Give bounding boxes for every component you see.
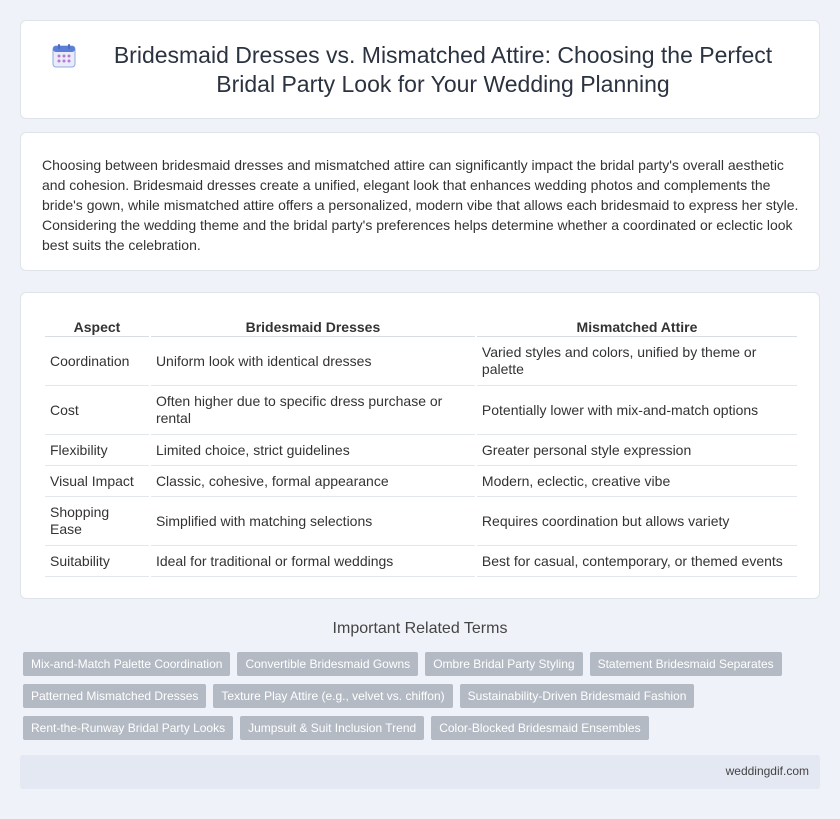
- aspect-cell: Shopping Ease: [45, 497, 149, 546]
- table-row: [45, 386, 797, 435]
- aspect-cell: Flexibility: [45, 435, 149, 466]
- tag-row: [23, 652, 823, 676]
- header-bridesmaid-dresses: Bridesmaid Dresses: [151, 315, 475, 337]
- related-term-tag[interactable]: Jumpsuit & Suit Inclusion Trend: [240, 716, 424, 740]
- intro-paragraph: Choosing between bridesmaid dresses and mismatched attire can significantly impact the bridal party's overall aesthetic and cohesion. Bridesmaid dresses create a unified, elegant look that enhances wedding photos and complements the bride's gown, while mismatched attire offers a personalized, modern vibe that allows each bridesmaid to express her style. Considering the wedding theme and the bridal party's preferences helps determine whether a coordinated or eclectic look best suits the celebration.: [42, 157, 799, 253]
- table-row: [45, 546, 797, 577]
- header-mismatched-attire: Mismatched Attire: [477, 315, 797, 337]
- mismatched-cell: Potentially lower with mix-and-match options: [477, 386, 797, 435]
- footer-site-link[interactable]: weddingdif.com: [725, 764, 809, 778]
- bridesmaid-cell: Often higher due to specific dress purchase or rental: [151, 386, 475, 435]
- intro-card: [20, 132, 820, 271]
- related-terms-heading: Important Related Terms: [332, 620, 508, 637]
- aspect-cell: Visual Impact: [45, 466, 149, 497]
- footer: [20, 755, 820, 789]
- table-row: [45, 435, 797, 466]
- table-header-row: [45, 315, 797, 337]
- bridesmaid-cell: Simplified with matching selections: [151, 497, 475, 546]
- tag-row: [23, 716, 823, 740]
- related-term-tag[interactable]: Sustainability-Driven Bridesmaid Fashion: [460, 684, 695, 708]
- calendar-icon: [51, 43, 77, 69]
- related-term-tag[interactable]: Color-Blocked Bridesmaid Ensembles: [431, 716, 648, 740]
- aspect-cell: Cost: [45, 386, 149, 435]
- bridesmaid-cell: Classic, cohesive, formal appearance: [151, 466, 475, 497]
- aspect-cell: Coordination: [45, 337, 149, 386]
- bridesmaid-cell: Ideal for traditional or formal weddings: [151, 546, 475, 577]
- title-row: [21, 21, 819, 118]
- aspect-cell: Suitability: [45, 546, 149, 577]
- related-term-tag[interactable]: Patterned Mismatched Dresses: [23, 684, 206, 708]
- mismatched-cell: Modern, eclectic, creative vibe: [477, 466, 797, 497]
- related-terms-list: [23, 652, 823, 748]
- mismatched-cell: Greater personal style expression: [477, 435, 797, 466]
- comparison-table: [43, 315, 799, 577]
- related-term-tag[interactable]: Texture Play Attire (e.g., velvet vs. chiffon): [213, 684, 452, 708]
- tag-row: [23, 684, 823, 708]
- table-row: [45, 466, 797, 497]
- comparison-card: [20, 292, 820, 599]
- bridesmaid-cell: Limited choice, strict guidelines: [151, 435, 475, 466]
- title-card: [20, 20, 820, 119]
- related-term-tag[interactable]: Mix-and-Match Palette Coordination: [23, 652, 230, 676]
- table-row: [45, 337, 797, 386]
- header-aspect: Aspect: [45, 315, 149, 337]
- mismatched-cell: Requires coordination but allows variety: [477, 497, 797, 546]
- bridesmaid-cell: Uniform look with identical dresses: [151, 337, 475, 386]
- related-term-tag[interactable]: Convertible Bridesmaid Gowns: [237, 652, 418, 676]
- related-term-tag[interactable]: Rent-the-Runway Bridal Party Looks: [23, 716, 233, 740]
- mismatched-cell: Best for casual, contemporary, or themed events: [477, 546, 797, 577]
- mismatched-cell: Varied styles and colors, unified by theme or palette: [477, 337, 797, 386]
- page-title: Bridesmaid Dresses vs. Mismatched Attire: Choosing the Perfect Bridal Party Look for Your Wedding Planning: [113, 41, 773, 97]
- related-term-tag[interactable]: Ombre Bridal Party Styling: [425, 652, 582, 676]
- table-row: [45, 497, 797, 546]
- related-term-tag[interactable]: Statement Bridesmaid Separates: [590, 652, 782, 676]
